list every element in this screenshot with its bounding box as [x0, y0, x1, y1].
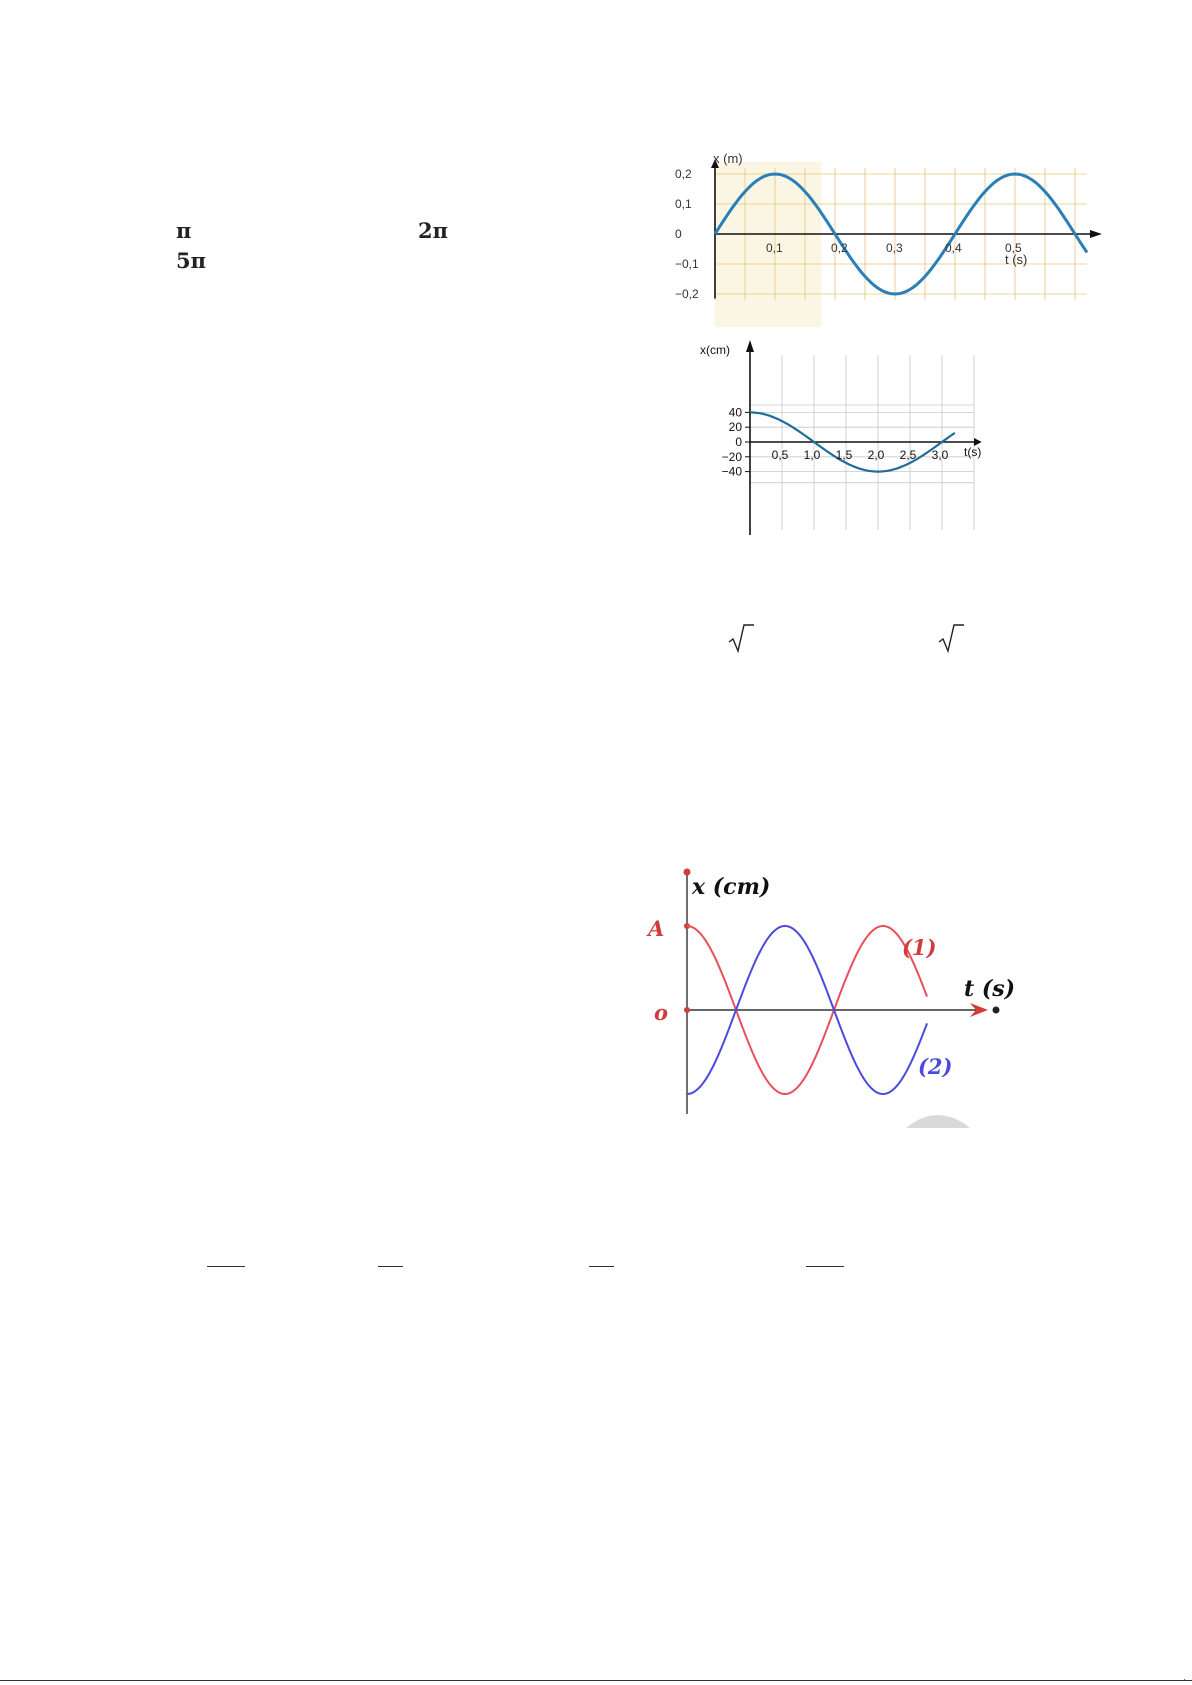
fraction-bar-1: [207, 1266, 245, 1267]
graph-3-x-end-dot: [993, 1007, 1000, 1014]
graph-3-curve-2-label: (2): [918, 1054, 953, 1079]
pi-symbol: π: [176, 218, 192, 243]
graph-1-xtick-label: 0,1: [766, 241, 783, 255]
graph-2-xtick-label: 1,5: [835, 448, 853, 462]
sqrt-symbol-2: [938, 623, 964, 653]
graph-3-origin-label: o: [654, 1000, 669, 1025]
graph-2-xtick-label: 3,0: [931, 448, 949, 462]
graph-1-ytick-labels: [675, 167, 699, 301]
graph-1-ytick-label: 0,2: [675, 167, 692, 181]
fraction-bar-2: [378, 1266, 403, 1267]
graph-3-origin-dot: [684, 1007, 690, 1013]
two-pi-symbol: 2π: [418, 218, 448, 243]
graph-1-xtick-label: 0,3: [886, 241, 903, 255]
graph-2-xtick-label: 0,5: [771, 448, 789, 462]
graph-1-x-arrow: [1090, 230, 1102, 238]
graph-2-ylabel: x(cm): [700, 343, 730, 357]
graph-2-xtick-label: 1,0: [803, 448, 821, 462]
page-corner-mark: ·: [1183, 1674, 1186, 1684]
sqrt-symbol-1: [728, 623, 754, 653]
fraction-bar-4: [806, 1266, 844, 1267]
graph-1-xlabel: t (s): [1005, 252, 1028, 267]
graph-2-ytick-label: 20: [728, 420, 742, 435]
graph-3-amplitude-label: A: [648, 916, 665, 941]
graph-3-corner-mark: [906, 1115, 970, 1128]
graph-2-xtick-label: 2,0: [867, 448, 885, 462]
graph-2-ytick-label: −20: [721, 449, 742, 464]
graph-2-xlabel: t(s): [964, 445, 982, 459]
graph-3: [648, 866, 1028, 1128]
graph-1-ytick-label: −0,1: [675, 257, 699, 271]
graph-3-ylabel: x (cm): [692, 874, 771, 900]
graph-2-axes: [746, 340, 982, 535]
graph-1-ylabel: x (m): [713, 151, 743, 166]
graph-2-ytick-label: −40: [721, 464, 742, 479]
graph-1-ytick-label: 0,1: [675, 197, 692, 211]
page-bottom-rule: [0, 1680, 1192, 1681]
graph-3-y-top-dot: [684, 869, 691, 876]
graph-2-xtick-label: 2,5: [899, 448, 917, 462]
graph-1-xtick-label: 0,5: [1005, 241, 1022, 255]
five-pi-symbol: 5π: [176, 248, 206, 273]
graph-2-ytick-label: 40: [728, 405, 742, 420]
graph-3-xlabel: t (s): [964, 976, 1016, 1002]
graph-1-xtick-label: 0,2: [831, 241, 848, 255]
graph-1-ytick-label: −0,2: [675, 287, 699, 301]
graph-2-y-arrow: [746, 340, 754, 352]
graph-1-ytick-label: 0: [675, 227, 682, 241]
graph-2-ytick-label: 0: [735, 435, 742, 449]
graph-1: [675, 151, 1035, 327]
graph-3-curve-1-label: (1): [902, 935, 937, 960]
graph-1-xtick-label: 0,4: [945, 241, 962, 255]
graph-2-ytick-labels: [722, 405, 750, 478]
fraction-bar-3: [589, 1266, 614, 1267]
graph-2: [700, 340, 1000, 535]
